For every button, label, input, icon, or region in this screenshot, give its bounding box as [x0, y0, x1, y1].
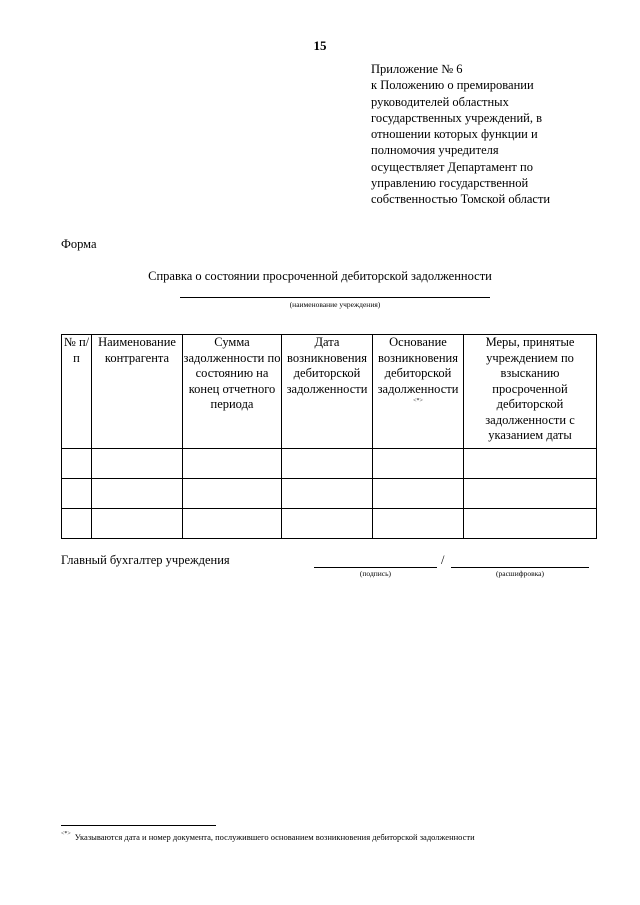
table-row	[62, 479, 597, 509]
document-title: Справка о состоянии просроченной дебиторской задолженности	[148, 269, 492, 283]
table-cell[interactable]	[282, 509, 373, 539]
appendix-line: собственностью Томской области	[371, 192, 551, 207]
table-cell[interactable]	[62, 449, 92, 479]
table-cell[interactable]	[183, 509, 282, 539]
signature-caption: (подпись)	[359, 569, 392, 578]
table-cell[interactable]	[282, 479, 373, 509]
table-cell[interactable]	[92, 509, 183, 539]
page-number: 15	[313, 38, 327, 53]
appendix-line: государственных учреждений, в	[371, 110, 543, 125]
appendix-line: к Положению о премировании	[371, 78, 534, 93]
table-cell[interactable]	[92, 449, 183, 479]
table-cell[interactable]	[464, 509, 597, 539]
table-header-row	[62, 335, 597, 449]
table-cell[interactable]	[62, 509, 92, 539]
form-label: Форма	[61, 237, 97, 251]
table-cell[interactable]	[373, 449, 464, 479]
signature-line[interactable]	[314, 567, 437, 568]
appendix-line: полномочия учредителя	[371, 143, 499, 158]
header-debt-basis-text: Основание возникновения дебиторской задолженности	[377, 335, 459, 396]
table-cell[interactable]	[92, 479, 183, 509]
footnote-divider	[61, 825, 216, 826]
table-cell[interactable]	[373, 509, 464, 539]
name-decode-line[interactable]	[451, 567, 589, 568]
name-decode-caption: (расшифровка)	[496, 569, 544, 578]
organization-name-line[interactable]	[180, 297, 490, 298]
header-counterparty: Наименование контрагента	[92, 335, 183, 449]
table-cell[interactable]	[282, 449, 373, 479]
header-number: № п/п	[62, 335, 92, 449]
header-measures: Меры, принятые учреждением по взысканию просроченной дебиторской задолженности с указанием даты	[464, 335, 597, 449]
table-cell[interactable]	[183, 479, 282, 509]
table-cell[interactable]	[373, 479, 464, 509]
footnote	[61, 832, 475, 842]
table-row	[62, 509, 597, 539]
table-cell[interactable]	[183, 449, 282, 479]
appendix-header	[371, 61, 621, 208]
table-row	[62, 449, 597, 479]
appendix-line: осуществляет Департамент по	[371, 159, 533, 174]
appendix-line: Приложение № 6	[371, 62, 463, 76]
footnote-text: Указываются дата и номер документа, послужившего основанием возникновения дебиторской задолженности	[74, 832, 475, 842]
footnote-mark: <*>	[413, 398, 423, 404]
table-cell[interactable]	[464, 479, 597, 509]
appendix-line: управлению государственной	[371, 176, 529, 191]
footnote-marker: <*>	[61, 831, 71, 837]
chief-accountant-label: Главный бухгалтер учреждения	[61, 553, 230, 567]
organization-name-caption: (наименование учреждения)	[289, 300, 381, 309]
appendix-line: отношении которых функции и	[371, 127, 538, 142]
appendix-line: руководителей областных	[371, 94, 509, 109]
table-cell[interactable]	[62, 479, 92, 509]
table-cell[interactable]	[464, 449, 597, 479]
signature-separator: /	[441, 553, 445, 567]
header-debt-basis	[373, 335, 464, 449]
receivables-table	[61, 334, 597, 539]
header-debt-amount: Сумма задолженности по состоянию на конец отчетного периода	[183, 335, 282, 449]
header-debt-date: Дата возникновения дебиторской задолженности	[282, 335, 373, 449]
